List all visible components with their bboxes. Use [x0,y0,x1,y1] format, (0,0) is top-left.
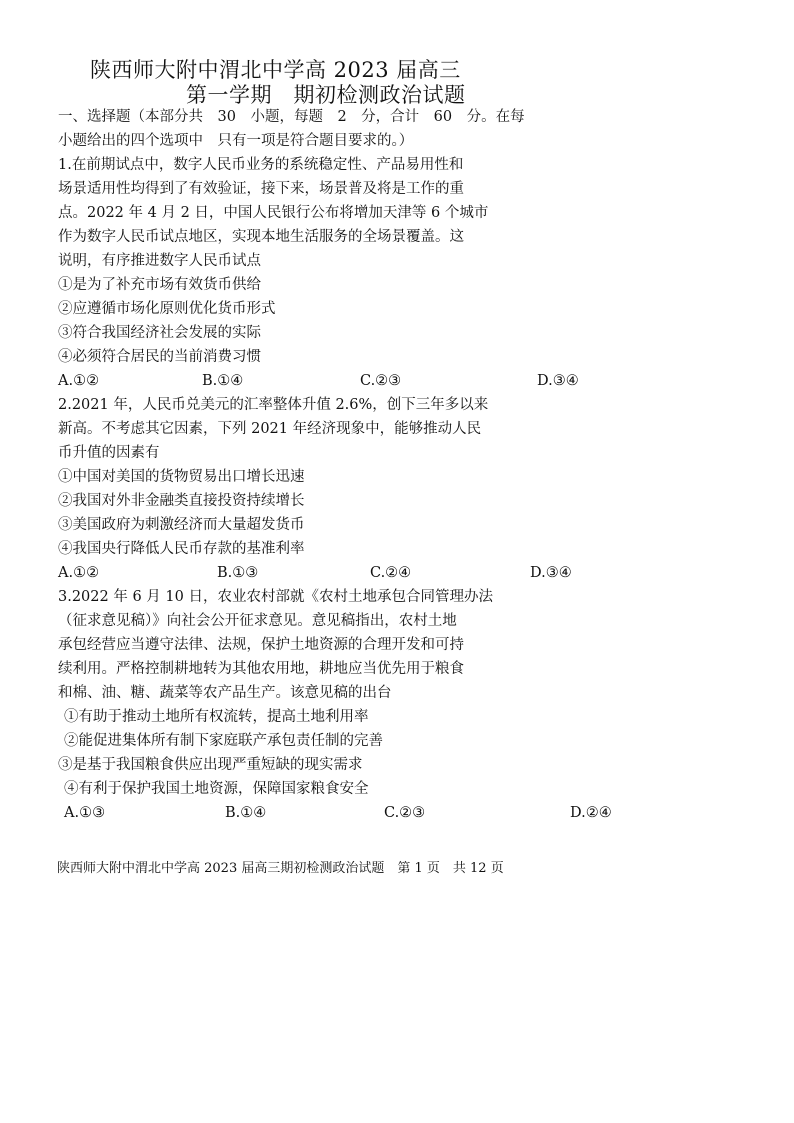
question-2-option-d: D.③④ [530,565,572,581]
question-2-item: ④我国央行降低人民币存款的基准利率 [58,541,305,557]
question-3-item: ②能促进集体所有制下家庭联产承包责任制的完善 [64,733,383,749]
question-3-item: ③是基于我国粮食供应出现严重短缺的现实需求 [58,757,363,773]
question-1-stem-line: 点。2022 年 4 月 2 日，中国人民银行公布将增加天津等 6 个城市 [58,205,489,221]
question-3-stem-line: 和棉、油、糖、蔬菜等农产品生产。该意见稿的出台 [58,685,392,701]
question-2-option-b: B.①③ [217,565,259,581]
question-2-stem-line: 2.2021 年，人民币兑美元的汇率整体升值 2.6%，创下三年多以来 [58,397,489,413]
exam-title-line1: 陕西师大附中渭北中学高 2023 届高三 [90,58,461,82]
question-3-option-b: B.①④ [225,805,267,821]
question-3-stem-line: 3.2022 年 6 月 10 日，农业农村部就《农村土地承包合同管理办法 [58,589,493,605]
question-3-stem-line: （征求意见稿）》向社会公开征求意见。意见稿指出，农村土地 [58,613,457,629]
question-3-option-d: D.②④ [570,805,612,821]
question-1-stem-line: 作为数字人民币试点地区，实现本地生活服务的全场景覆盖。这 [58,229,464,245]
question-3-option-a: A.①③ [64,805,106,821]
question-2-stem-line: 币升值的因素有 [58,445,160,461]
question-1-item: ①是为了补充市场有效货币供给 [58,277,261,293]
question-1-stem-line: 说明，有序推进数字人民币试点 [58,253,261,269]
question-1-stem-line: 场景适用性均得到了有效验证，接下来，场景普及将是工作的重 [58,181,464,197]
question-2-item: ①中国对美国的货物贸易出口增长迅速 [58,469,305,485]
question-2-option-a: A.①② [58,565,100,581]
question-1-item: ③符合我国经济社会发展的实际 [58,325,261,341]
section-instructions-line2: 小题给出的四个选项中 只有一项是符合题目要求的。） [58,133,414,149]
question-2-stem-line: 新高。不考虑其它因素，下列 2021 年经济现象中，能够推动人民 [58,421,482,437]
exam-title-line2: 第一学期 期初检测政治试题 [186,83,466,107]
section-instructions-line1: 一、选择题（本部分共 30 小题，每题 2 分，合计 60 分。在每 [58,109,525,125]
question-1-item: ④必须符合居民的当前消费习惯 [58,349,261,365]
question-3-item: ④有利于保护我国土地资源，保障国家粮食安全 [64,781,369,797]
question-1-option-b: B.①④ [202,373,244,389]
question-2-item: ③美国政府为刺激经济而大量超发货币 [58,517,305,533]
question-3-stem-line: 承包经营应当遵守法律、法规，保护土地资源的合理开发和可持 [58,637,464,653]
question-3-item: ①有助于推动土地所有权流转，提高土地利用率 [64,709,369,725]
page-footer: 陕西师大附中渭北中学高 2023 届高三期初检测政治试题 第 1 页 共 12 页 [57,861,504,876]
question-3-stem-line: 续利用。严格控制耕地转为其他农用地，耕地应当优先用于粮食 [58,661,464,677]
question-1-option-a: A.①② [58,373,100,389]
question-2-option-c: C.②④ [370,565,412,581]
question-1-option-d: D.③④ [537,373,579,389]
question-1-option-c: C.②③ [360,373,402,389]
question-3-option-c: C.②③ [384,805,426,821]
question-1-stem-line: 1.在前期试点中，数字人民币业务的系统稳定性、产品易用性和 [58,157,464,173]
question-1-item: ②应遵循市场化原则优化货币形式 [58,301,276,317]
question-2-item: ②我国对外非金融类直接投资持续增长 [58,493,305,509]
